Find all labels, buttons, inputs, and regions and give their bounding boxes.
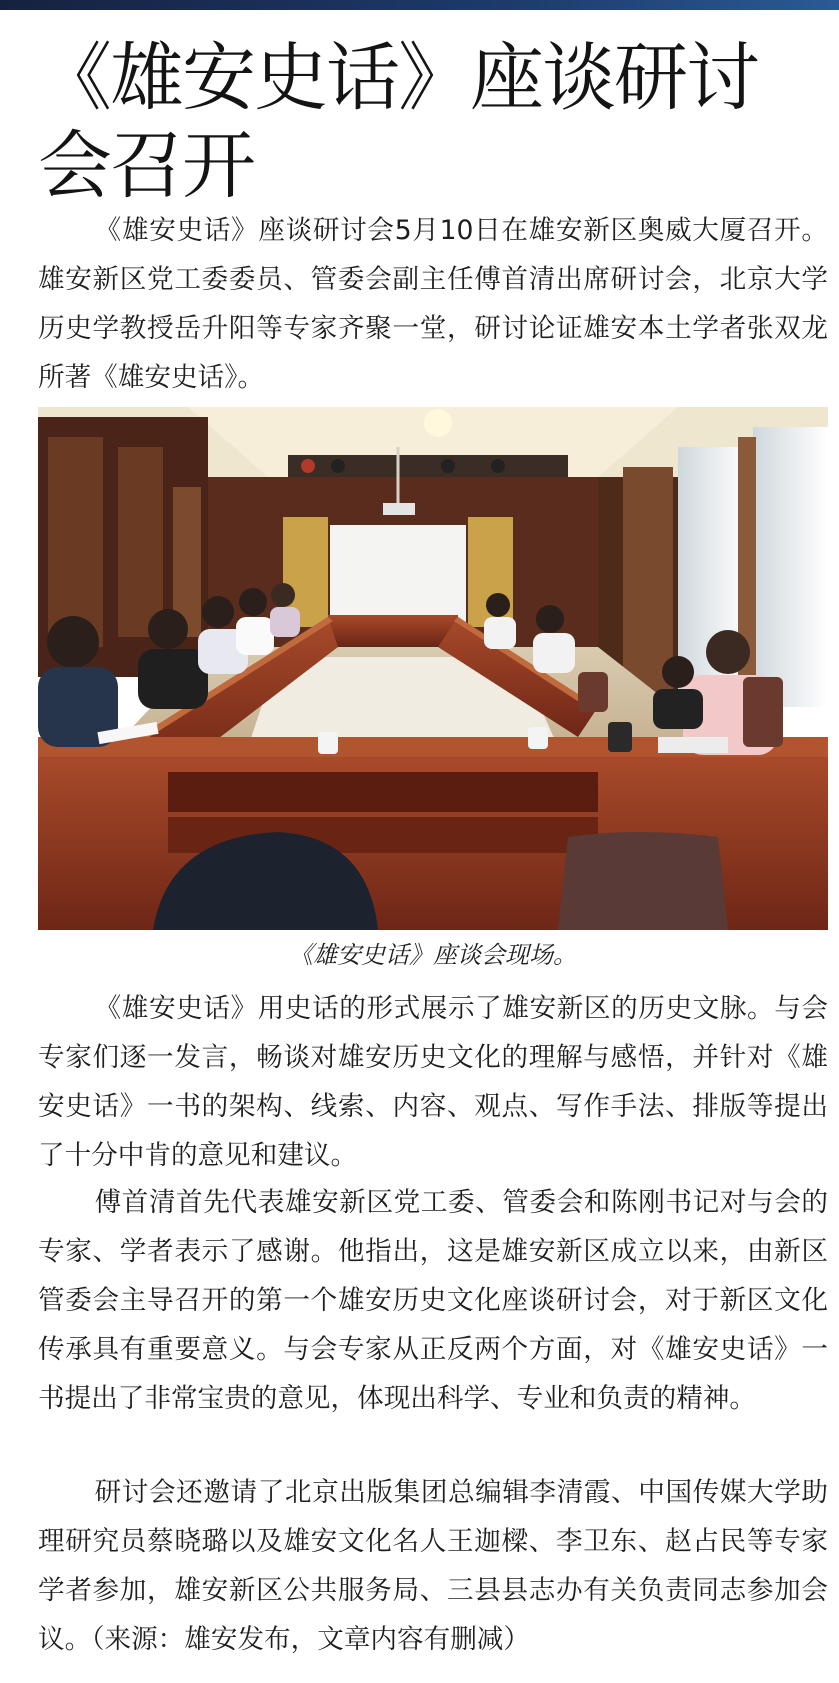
article-paragraph-3: 傅首清首先代表雄安新区党工委、管委会和陈刚书记对与会的专家、学者表示了感谢。他指出，这是雄安新区成立以来，由新区管委会主导召开的第一个雄安历史文化座谈研讨会，对于新区文化传承具有重要意义。与会专家从正反两个方面，对《雄安史话》一书提出了非常宝贵的意见，体现出科学、专业和负责的精神。	[38, 1187, 828, 1414]
article-paragraph-2: 《雄安史话》用史话的形式展示了雄安新区的历史文脉。与会专家们逐一发言，畅谈对雄安历史文化的理解与感悟，并针对《雄安史话》一书的架构、线索、内容、观点、写作手法、排版等提出了十分中肯的意见和建议。	[38, 993, 828, 1171]
top-banner-bar	[0, 0, 839, 10]
article-title: 《雄安史话》座谈研讨会召开	[38, 35, 758, 209]
photo-caption: 《雄安史话》座谈会现场。	[289, 941, 577, 969]
article-paragraph-1: 《雄安史话》座谈研讨会5月10日在雄安新区奥威大厦召开。雄安新区党工委委员、管委会副主任傅首清出席研讨会，北京大学历史学教授岳升阳等专家齐聚一堂，研讨论证雄安本土学者张双龙所著《雄安史话》。	[38, 215, 828, 393]
article-paragraph-4: 研讨会还邀请了北京出版集团总编辑李清霞、中国传媒大学助理研究员蔡晓璐以及雄安文化名人王迦樑、李卫东、赵占民等专家学者参加，雄安新区公共服务局、三县县志办有关负责同志参加会议。（来源：雄安发布，文章内容有删减）	[38, 1477, 828, 1655]
meeting-photo	[38, 407, 828, 930]
